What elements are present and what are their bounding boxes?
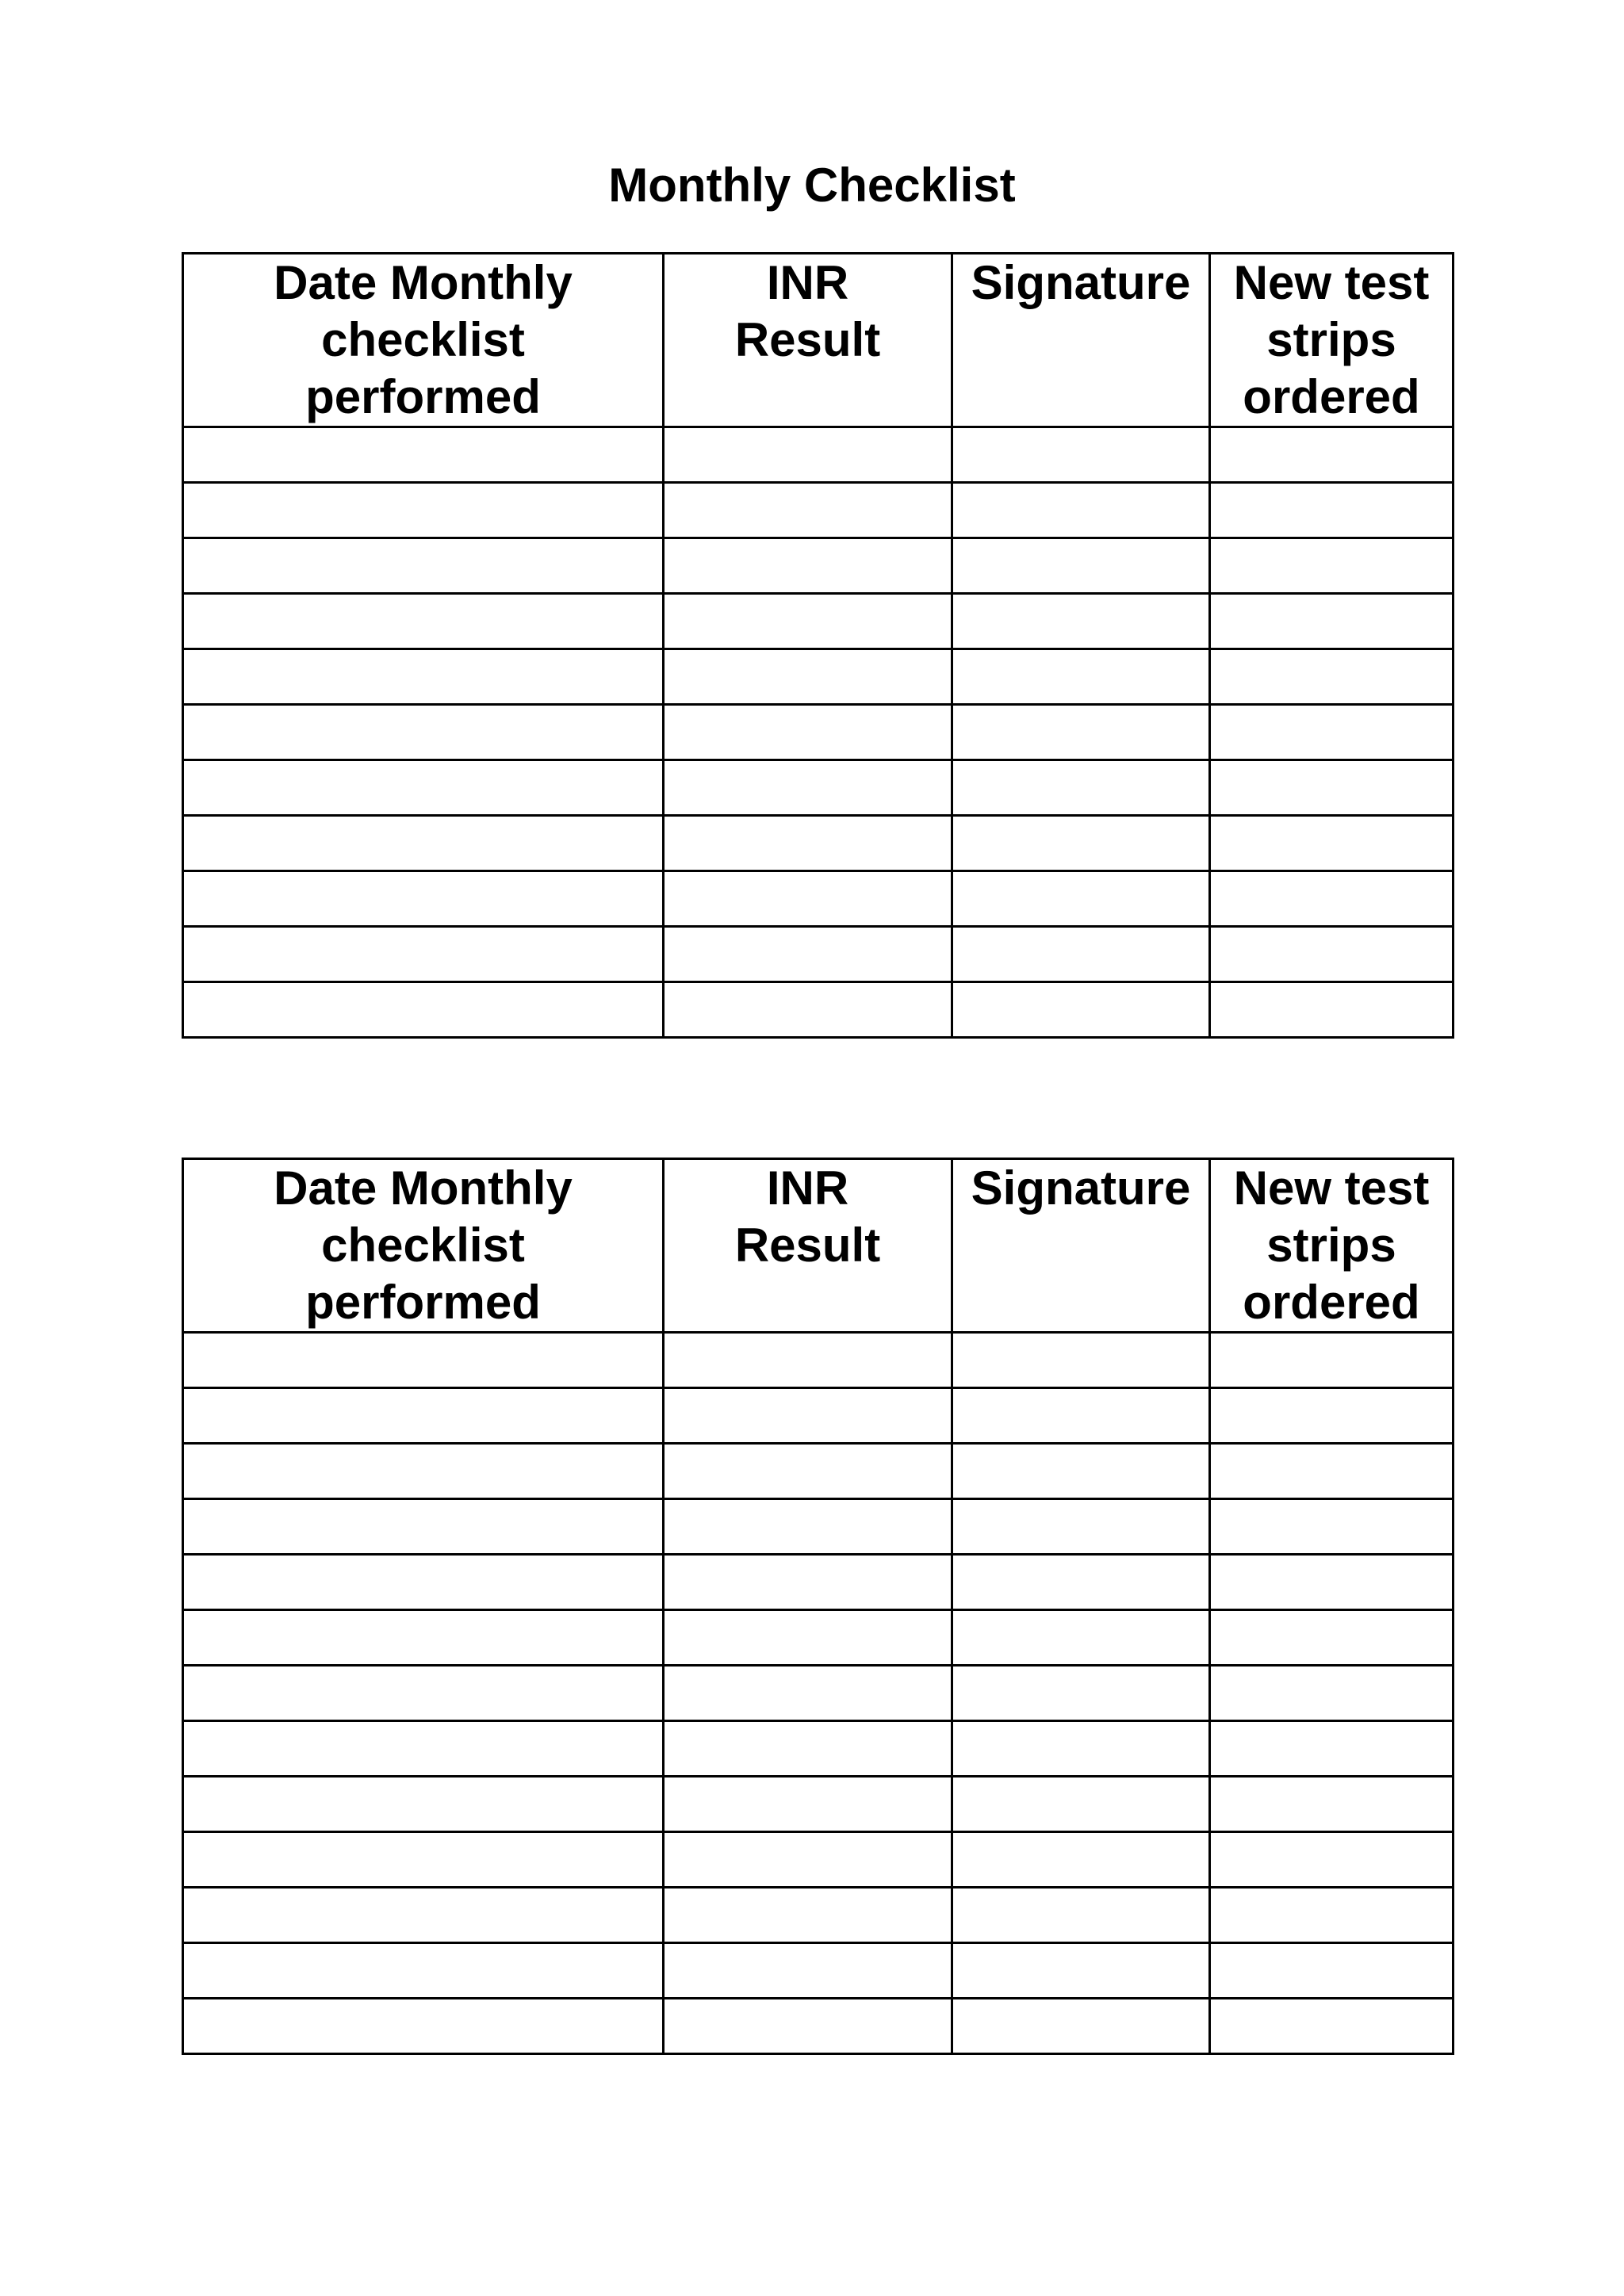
table-row — [183, 1555, 1454, 1610]
date-cell[interactable] — [183, 871, 664, 927]
date-cell[interactable] — [183, 1999, 664, 2054]
inr-result-cell[interactable] — [664, 1943, 952, 1999]
test-strips-cell[interactable] — [1210, 483, 1454, 538]
test-strips-cell[interactable] — [1210, 538, 1454, 594]
date-cell[interactable] — [183, 1888, 664, 1943]
table-row — [183, 1388, 1454, 1444]
table-body-1 — [183, 427, 1454, 1038]
table-row — [183, 1721, 1454, 1777]
table-row — [183, 483, 1454, 538]
test-strips-cell[interactable] — [1210, 1721, 1454, 1777]
test-strips-cell[interactable] — [1210, 594, 1454, 649]
signature-cell[interactable] — [952, 1666, 1210, 1721]
test-strips-cell[interactable] — [1210, 1888, 1454, 1943]
date-cell[interactable] — [183, 1499, 664, 1555]
test-strips-cell[interactable] — [1210, 705, 1454, 760]
table-row — [183, 1666, 1454, 1721]
date-cell[interactable] — [183, 982, 664, 1038]
date-cell[interactable] — [183, 1388, 664, 1444]
test-strips-cell[interactable] — [1210, 1388, 1454, 1444]
test-strips-cell[interactable] — [1210, 427, 1454, 483]
inr-result-cell[interactable] — [664, 483, 952, 538]
test-strips-cell[interactable] — [1210, 649, 1454, 705]
date-cell[interactable] — [183, 705, 664, 760]
test-strips-cell[interactable] — [1210, 1832, 1454, 1888]
test-strips-cell[interactable] — [1210, 1333, 1454, 1388]
column-header-inr-result: INR Result — [664, 1159, 952, 1333]
date-cell[interactable] — [183, 816, 664, 871]
table-row — [183, 982, 1454, 1038]
table-row — [183, 816, 1454, 871]
date-cell[interactable] — [183, 538, 664, 594]
table-row — [183, 1777, 1454, 1832]
table-row — [183, 705, 1454, 760]
inr-result-cell[interactable] — [664, 1388, 952, 1444]
test-strips-cell[interactable] — [1210, 927, 1454, 982]
inr-result-cell[interactable] — [664, 1666, 952, 1721]
date-cell[interactable] — [183, 1721, 664, 1777]
signature-cell[interactable] — [952, 871, 1210, 927]
signature-cell[interactable] — [952, 1943, 1210, 1999]
table-row — [183, 1888, 1454, 1943]
date-cell[interactable] — [183, 1610, 664, 1666]
table-header-row — [183, 1159, 1454, 1333]
table-row — [183, 1333, 1454, 1388]
column-header-date: Date Monthly checklist performed — [183, 1159, 664, 1333]
inr-result-cell[interactable] — [664, 1832, 952, 1888]
column-header-test-strips: New test strips ordered — [1210, 1159, 1454, 1333]
table-body-2 — [183, 1333, 1454, 2054]
signature-cell[interactable] — [952, 594, 1210, 649]
column-header-test-strips: New test strips ordered — [1210, 254, 1454, 427]
inr-result-cell[interactable] — [664, 705, 952, 760]
date-cell[interactable] — [183, 594, 664, 649]
signature-cell[interactable] — [952, 760, 1210, 816]
inr-result-cell[interactable] — [664, 427, 952, 483]
table-row — [183, 427, 1454, 483]
checklist-table-2 — [182, 1158, 1454, 2055]
table-row — [183, 594, 1454, 649]
date-cell[interactable] — [183, 483, 664, 538]
date-cell[interactable] — [183, 1666, 664, 1721]
test-strips-cell[interactable] — [1210, 1499, 1454, 1555]
signature-cell[interactable] — [952, 927, 1210, 982]
table-row — [183, 871, 1454, 927]
test-strips-cell[interactable] — [1210, 1943, 1454, 1999]
table-row — [183, 1610, 1454, 1666]
inr-result-cell[interactable] — [664, 1333, 952, 1388]
signature-cell[interactable] — [952, 649, 1210, 705]
table-row — [183, 760, 1454, 816]
test-strips-cell[interactable] — [1210, 1777, 1454, 1832]
signature-cell[interactable] — [952, 1444, 1210, 1499]
table-row — [183, 649, 1454, 705]
inr-result-cell[interactable] — [664, 927, 952, 982]
date-cell[interactable] — [183, 1777, 664, 1832]
inr-result-cell[interactable] — [664, 1610, 952, 1666]
date-cell[interactable] — [183, 1555, 664, 1610]
signature-cell[interactable] — [952, 982, 1210, 1038]
signature-cell[interactable] — [952, 483, 1210, 538]
column-header-date: Date Monthly checklist performed — [183, 254, 664, 427]
column-header-signature: Signature — [952, 1159, 1210, 1333]
date-cell[interactable] — [183, 760, 664, 816]
column-header-inr-result: INR Result — [664, 254, 952, 427]
checklist-table-1 — [182, 252, 1454, 1039]
inr-result-cell[interactable] — [664, 649, 952, 705]
date-cell[interactable] — [183, 649, 664, 705]
test-strips-cell[interactable] — [1210, 1666, 1454, 1721]
test-strips-cell[interactable] — [1210, 871, 1454, 927]
date-cell[interactable] — [183, 1444, 664, 1499]
signature-cell[interactable] — [952, 705, 1210, 760]
table-row — [183, 1444, 1454, 1499]
inr-result-cell[interactable] — [664, 1555, 952, 1610]
table-row — [183, 1943, 1454, 1999]
inr-result-cell[interactable] — [664, 982, 952, 1038]
page-title: Monthly Checklist — [608, 159, 1016, 212]
signature-cell[interactable] — [952, 1999, 1210, 2054]
date-cell[interactable] — [183, 1943, 664, 1999]
signature-cell[interactable] — [952, 816, 1210, 871]
inr-result-cell[interactable] — [664, 538, 952, 594]
test-strips-cell[interactable] — [1210, 1444, 1454, 1499]
table-row — [183, 927, 1454, 982]
test-strips-cell[interactable] — [1210, 1999, 1454, 2054]
signature-cell[interactable] — [952, 1610, 1210, 1666]
signature-cell[interactable] — [952, 1832, 1210, 1888]
signature-cell[interactable] — [952, 1388, 1210, 1444]
test-strips-cell[interactable] — [1210, 1555, 1454, 1610]
inr-result-cell[interactable] — [664, 1499, 952, 1555]
signature-cell[interactable] — [952, 427, 1210, 483]
signature-cell[interactable] — [952, 1555, 1210, 1610]
inr-result-cell[interactable] — [664, 1777, 952, 1832]
table-row — [183, 1999, 1454, 2054]
signature-cell[interactable] — [952, 1499, 1210, 1555]
test-strips-cell[interactable] — [1210, 816, 1454, 871]
table-row — [183, 1499, 1454, 1555]
signature-cell[interactable] — [952, 538, 1210, 594]
date-cell[interactable] — [183, 427, 664, 483]
test-strips-cell[interactable] — [1210, 982, 1454, 1038]
date-cell[interactable] — [183, 1333, 664, 1388]
inr-result-cell[interactable] — [664, 1999, 952, 2054]
inr-result-cell[interactable] — [664, 1721, 952, 1777]
test-strips-cell[interactable] — [1210, 760, 1454, 816]
column-header-signature: Signature — [952, 254, 1210, 427]
table-row — [183, 1832, 1454, 1888]
inr-result-cell[interactable] — [664, 760, 952, 816]
inr-result-cell[interactable] — [664, 871, 952, 927]
table-header-row — [183, 254, 1454, 427]
test-strips-cell[interactable] — [1210, 1610, 1454, 1666]
signature-cell[interactable] — [952, 1721, 1210, 1777]
inr-result-cell[interactable] — [664, 816, 952, 871]
inr-result-cell[interactable] — [664, 1444, 952, 1499]
signature-cell[interactable] — [952, 1888, 1210, 1943]
inr-result-cell[interactable] — [664, 594, 952, 649]
table-row — [183, 538, 1454, 594]
date-cell[interactable] — [183, 1832, 664, 1888]
date-cell[interactable] — [183, 927, 664, 982]
signature-cell[interactable] — [952, 1333, 1210, 1388]
inr-result-cell[interactable] — [664, 1888, 952, 1943]
signature-cell[interactable] — [952, 1777, 1210, 1832]
